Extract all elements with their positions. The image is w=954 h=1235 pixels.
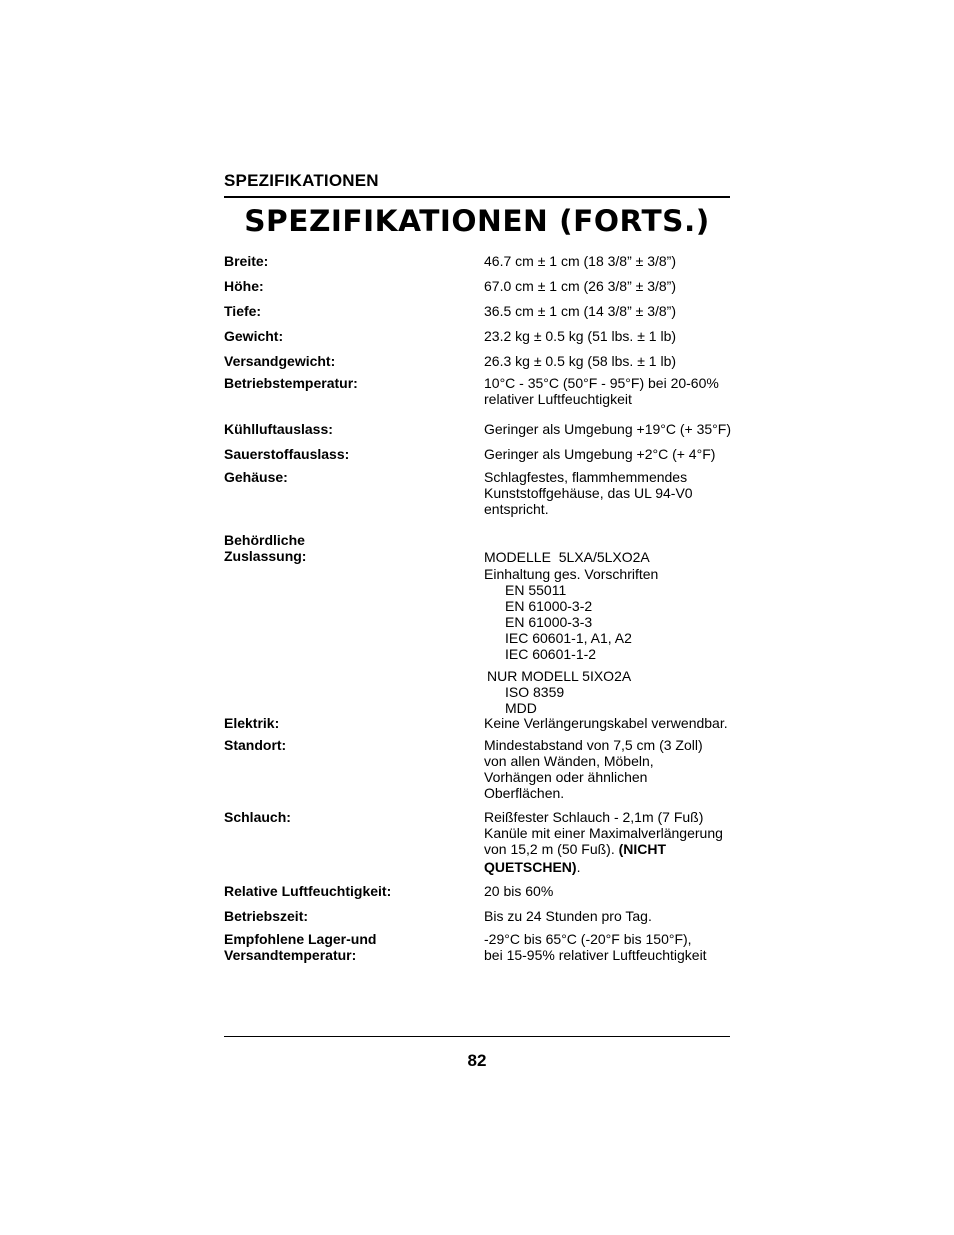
compliance-heading: Einhaltung ges. Vorschriften xyxy=(484,566,659,582)
footer-rule xyxy=(224,1036,730,1037)
period: . xyxy=(576,859,581,875)
section-header: SPEZIFIKATIONEN xyxy=(224,171,379,190)
spec-value-line: Oberflächen. xyxy=(484,785,565,801)
spec-value: 46.7 cm ± 1 cm (18 3/8” ± 3/8”) xyxy=(484,253,676,269)
spec-label: Versandgewicht: xyxy=(224,353,336,369)
spec-value xyxy=(484,931,744,963)
standard-item: ISO 8359 xyxy=(505,684,565,700)
spec-value-line: Kunststoffgehäuse, das UL 94-V0 xyxy=(484,485,693,501)
header-rule xyxy=(224,196,730,198)
standard-item: EN 61000-3-2 xyxy=(505,598,593,614)
spec-value: 36.5 cm ± 1 cm (14 3/8” ± 3/8”) xyxy=(484,303,676,319)
spec-value-line: bei 15-95% relativer Luftfeuchtigkeit xyxy=(484,947,707,963)
spec-label: Schlauch: xyxy=(224,809,291,825)
spec-value-line: Kanüle mit einer Maximalverlängerung xyxy=(484,825,723,841)
warning-text: (NICHT xyxy=(618,841,667,857)
page-number: 82 xyxy=(467,1051,487,1070)
spec-value: Geringer als Umgebung +19°C (+ 35°F) xyxy=(484,421,731,437)
spec-label: Betriebstemperatur: xyxy=(224,375,358,391)
spec-value-line xyxy=(484,859,744,875)
spec-label: Tiefe: xyxy=(224,303,262,319)
spec-value xyxy=(484,809,744,875)
spec-value-line: Schlagfestes, flammhemmendes xyxy=(484,469,688,485)
spec-value-line: 10°C - 35°C (50°F - 95°F) bei 20-60% xyxy=(484,375,719,391)
spec-label: Breite: xyxy=(224,253,269,269)
standard-item: EN 61000-3-3 xyxy=(505,614,593,630)
spec-value: Geringer als Umgebung +2°C (+ 4°F) xyxy=(484,446,716,462)
spec-value-line xyxy=(484,841,744,857)
spec-value: 20 bis 60% xyxy=(484,883,554,899)
spec-label-line: Zuslassung: xyxy=(224,548,307,564)
spec-label-line: Behördliche xyxy=(224,532,305,548)
spec-value-line: relativer Luftfeuchtigkeit xyxy=(484,391,632,407)
hose-length-text: von 15,2 m (50 Fuß). xyxy=(484,841,619,857)
spec-value xyxy=(484,549,744,716)
standard-item: MDD xyxy=(505,700,537,716)
spec-label: Elektrik: xyxy=(224,715,280,731)
standard-item: EN 55011 xyxy=(505,582,567,598)
spec-label xyxy=(224,532,474,564)
standard-item: IEC 60601-1-2 xyxy=(505,646,597,662)
only-model-heading: NUR MODELL 5IXO2A xyxy=(487,668,632,684)
spec-value: 67.0 cm ± 1 cm (26 3/8” ± 3/8”) xyxy=(484,278,676,294)
spec-label: Gehäuse: xyxy=(224,469,288,485)
spec-label-line: Versandtemperatur: xyxy=(224,947,357,963)
spec-label: Sauerstoffauslass: xyxy=(224,446,350,462)
spec-label xyxy=(224,931,474,963)
spec-value: Keine Verlängerungskabel verwendbar. xyxy=(484,715,728,731)
models-heading: MODELLE 5LXA/5LXO2A xyxy=(484,549,650,565)
spec-value xyxy=(484,375,744,407)
standard-item: IEC 60601-1, A1, A2 xyxy=(505,630,632,646)
spec-value-line: Reißfester Schlauch - 2,1m (7 Fuß) xyxy=(484,809,704,825)
spec-label: Standort: xyxy=(224,737,287,753)
spec-label: Höhe: xyxy=(224,278,264,294)
spec-value-line: von allen Wänden, Möbeln, xyxy=(484,753,654,769)
spec-value-line: Vorhängen oder ähnlichen xyxy=(484,769,648,785)
spec-label: Gewicht: xyxy=(224,328,284,344)
spec-label: Kühlluftauslass: xyxy=(224,421,333,437)
spec-label: Betriebszeit: xyxy=(224,908,309,924)
spec-value xyxy=(484,469,744,517)
spec-value-line: Mindestabstand von 7,5 cm (3 Zoll) xyxy=(484,737,703,753)
spec-value-line: -29°C bis 65°C (-20°F bis 150°F), xyxy=(484,931,692,947)
spec-value: 23.2 kg ± 0.5 kg (51 lbs. ± 1 lb) xyxy=(484,328,677,344)
page-title: SPEZIFIKATIONEN (FORTS.) xyxy=(244,204,710,238)
spec-value: 26.3 kg ± 0.5 kg (58 lbs. ± 1 lb) xyxy=(484,353,677,369)
spec-value xyxy=(484,737,744,801)
spec-value: Bis zu 24 Stunden pro Tag. xyxy=(484,908,652,924)
warning-text: QUETSCHEN) xyxy=(484,859,577,875)
spec-label: Relative Luftfeuchtigkeit: xyxy=(224,883,392,899)
spec-value-line: entspricht. xyxy=(484,501,549,517)
spec-label-line: Empfohlene Lager-und xyxy=(224,931,377,947)
